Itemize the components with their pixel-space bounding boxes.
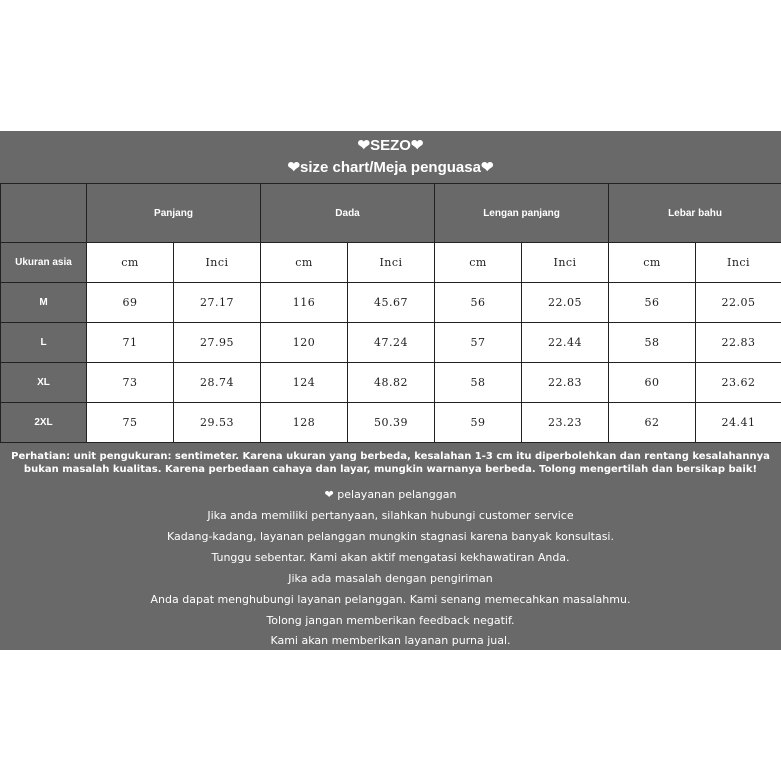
group-header: Dada	[261, 184, 435, 243]
table-cell: 23.23	[522, 403, 609, 443]
table-cell: 23.62	[696, 363, 781, 403]
table-cell: 124	[261, 363, 348, 403]
table-cell: 28.74	[174, 363, 261, 403]
table-cell: 22.05	[522, 283, 609, 323]
unit-cell: Inci	[696, 243, 781, 283]
table-cell: 116	[261, 283, 348, 323]
unit-cell: cm	[609, 243, 696, 283]
table-cell: 27.17	[174, 283, 261, 323]
size-table	[0, 183, 781, 443]
group-header: Panjang	[87, 184, 261, 243]
table-cell: 50.39	[348, 403, 435, 443]
table-cell: 27.95	[174, 323, 261, 363]
size-chart-panel	[0, 131, 781, 650]
table-row	[1, 283, 781, 323]
group-header: Lengan panjang	[435, 184, 609, 243]
table-cell: 22.44	[522, 323, 609, 363]
table-cell: 75	[87, 403, 174, 443]
service-heading: ❤ pelayanan pelanggan	[324, 488, 457, 501]
unit-cell: Inci	[522, 243, 609, 283]
table-cell: 69	[87, 283, 174, 323]
table-cell: 71	[87, 323, 174, 363]
table-cell: 60	[609, 363, 696, 403]
table-cell: 47.24	[348, 323, 435, 363]
table-cell: 73	[87, 363, 174, 403]
unit-cell: Inci	[174, 243, 261, 283]
service-line: Jika ada masalah dengan pengiriman	[288, 572, 493, 585]
unit-header-row	[1, 243, 781, 283]
table-cell: 128	[261, 403, 348, 443]
group-header: Lebar bahu	[609, 184, 781, 243]
table-cell: 48.82	[348, 363, 435, 403]
chart-subtitle: ❤size chart/Meja penguasa❤	[287, 159, 494, 176]
table-cell: 58	[435, 363, 522, 403]
size-label: XL	[1, 363, 87, 403]
table-cell: 59	[435, 403, 522, 443]
table-cell: 29.53	[174, 403, 261, 443]
group-header-row	[1, 184, 781, 243]
brand-title: ❤SEZO❤	[357, 137, 424, 154]
size-label: 2XL	[1, 403, 87, 443]
table-row	[1, 403, 781, 443]
table-cell: 56	[435, 283, 522, 323]
unit-cell: Inci	[348, 243, 435, 283]
table-cell: 120	[261, 323, 348, 363]
size-label: L	[1, 323, 87, 363]
service-line: Kami akan memberikan layanan purna jual.	[270, 634, 511, 647]
table-cell: 22.05	[696, 283, 781, 323]
table-cell: 62	[609, 403, 696, 443]
corner-cell	[1, 184, 87, 243]
measurement-note: Perhatian: unit pengukuran: sentimeter. Karena ukuran yang berbeda, kesalahan 1-3 cm itu diperbolehkan dan rentang kesalahannya bukan masalah kualitas. Karena perbedaan cahaya dan layar, mungkin warnanya berbeda. Tolong mengertilah dan bersikap baik!	[11, 451, 770, 475]
table-cell: 45.67	[348, 283, 435, 323]
unit-cell: cm	[435, 243, 522, 283]
table-cell: 58	[609, 323, 696, 363]
table-row	[1, 323, 781, 363]
unit-cell: cm	[87, 243, 174, 283]
table-cell: 22.83	[696, 323, 781, 363]
size-label: M	[1, 283, 87, 323]
table-cell: 56	[609, 283, 696, 323]
table-cell: 57	[435, 323, 522, 363]
service-line: Tunggu sebentar. Kami akan aktif mengatasi kekhawatiran Anda.	[211, 551, 570, 564]
table-cell: 22.83	[522, 363, 609, 403]
service-line: Anda dapat menghubungi layanan pelanggan. Kami senang memecahkan masalahmu.	[150, 593, 631, 606]
service-line: Tolong jangan memberikan feedback negatif.	[266, 614, 515, 627]
row-label-header: Ukuran asia	[1, 243, 87, 283]
unit-cell: cm	[261, 243, 348, 283]
service-line: Kadang-kadang, layanan pelanggan mungkin stagnasi karena banyak konsultasi.	[167, 530, 614, 543]
service-line: Jika anda memiliki pertanyaan, silahkan hubungi customer service	[207, 509, 574, 522]
table-row	[1, 363, 781, 403]
table-cell: 24.41	[696, 403, 781, 443]
